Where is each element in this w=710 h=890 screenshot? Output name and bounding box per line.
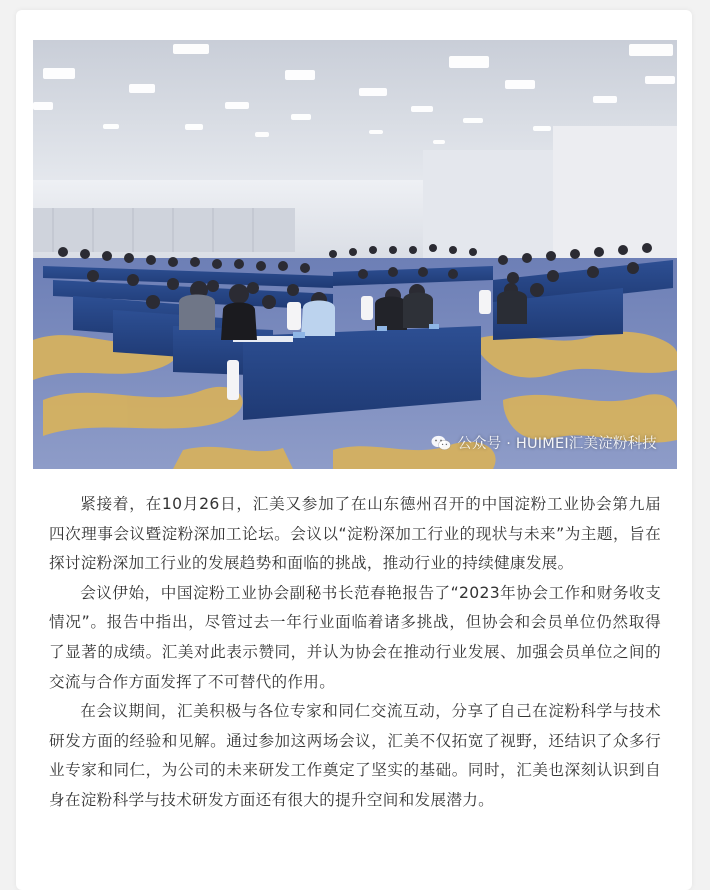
article-card	[16, 10, 692, 890]
paragraph-3: 在会议期间，汇美积极与各位专家和同仁交流互动，分享了自己在淀粉科学与技术研发方面的经验和见解。通过参加这两场会议，汇美不仅拓宽了视野，还结识了众多行业专家和同仁，为公司的未来研发工作奠定了坚实的基础。同时，汇美也深刻认识到自身在淀粉科学与技术研发方面还有很大的提升空间和发展潜力。	[49, 702, 661, 809]
conference-hall-image	[33, 40, 677, 469]
watermark-text: 公众号 · HUIMEI汇美淀粉科技	[457, 436, 657, 452]
paragraph-2: 会议伊始，中国淀粉工业协会副秘书长范春艳报告了“2023年协会工作和财务收支情况”。报告中指出，尽管过去一年行业面临着诸多挑战，但协会和会员单位仍然取得了显著的成绩。汇美对此表示赞同，并认为协会在推动行业发展、加强会员单位之间的交流与合作方面发挥了不可替代的作用。	[49, 583, 661, 691]
article-body	[49, 490, 661, 816]
conference-photo[interactable]	[33, 40, 677, 469]
paragraph-1: 紧接着，在10月26日，汇美又参加了在山东德州召开的中国淀粉工业协会第九届四次理事会议暨淀粉深加工论坛。会议以“淀粉深加工行业的现状与未来”为主题，旨在探讨淀粉深加工行业的发展趋势和面临的挑战，推动行业的持续健康发展。	[49, 495, 661, 573]
photo-watermark	[431, 432, 657, 453]
wechat-icon	[431, 435, 451, 451]
